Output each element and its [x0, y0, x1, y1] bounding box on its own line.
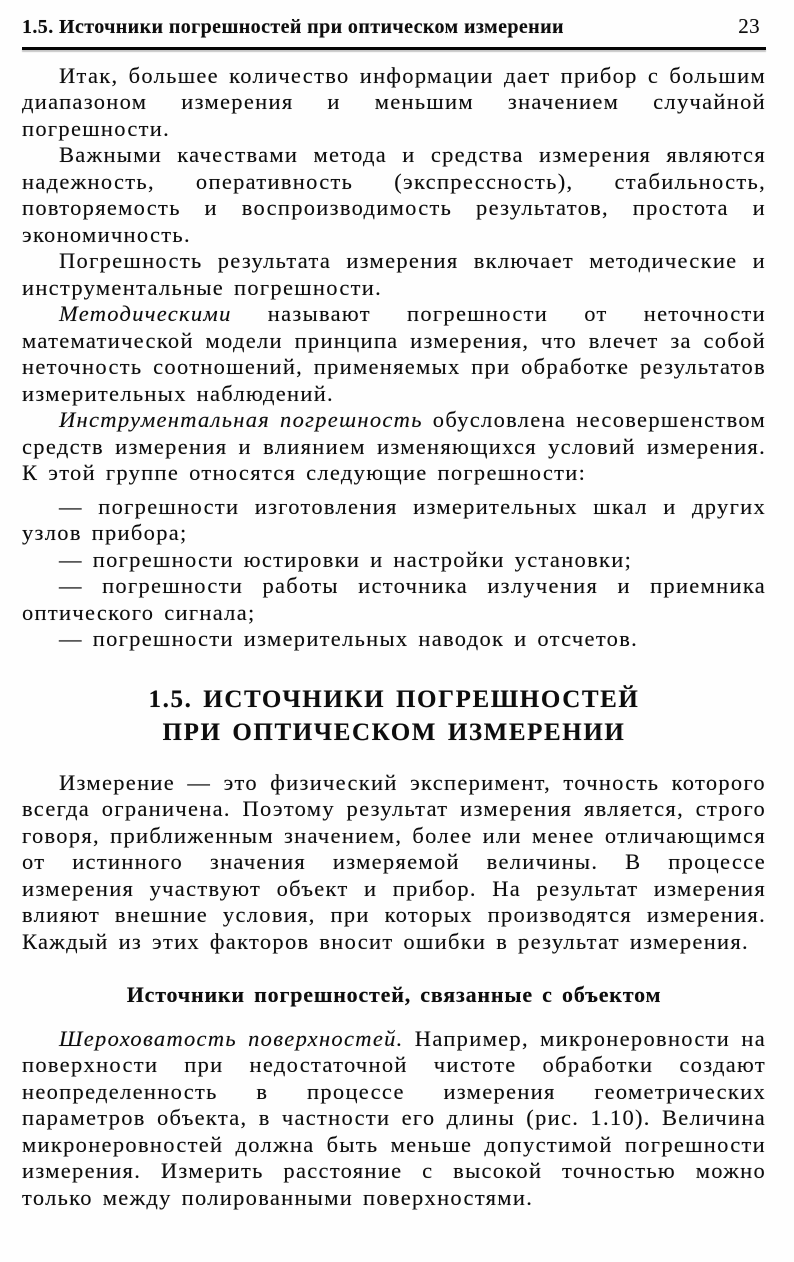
section-heading-line-1: 1.5. ИСТОЧНИКИ ПОГРЕШНОСТЕЙ — [148, 685, 640, 713]
page-body — [22, 63, 766, 1212]
running-header — [22, 14, 766, 39]
paragraph-roughness — [22, 1026, 766, 1212]
paragraph-intro — [22, 63, 766, 143]
paragraph-methodical-text: называют погрешности от неточности математической модели принципа измерения, что влечет за собой неточность соотношений, применяемых при обработке результатов измерительных наблюдений. — [22, 301, 766, 406]
term-methodical-errors: Методическими — [59, 301, 232, 327]
paragraph-instrumental-text: обусловлена несовершенством средств измерения и влиянием изменяющихся условий измерения. К этой группе относятся следующие погрешности: — [22, 407, 766, 486]
paragraph-instrumental — [22, 407, 766, 487]
section-heading-line-2: ПРИ ОПТИЧЕСКОМ ИЗМЕРЕНИИ — [162, 718, 626, 746]
paragraph-measurement-text: Измерение — это физический эксперимент, точность которого всегда ограничена. Поэтому результат измерения является, строго говоря, приближенным значением, более или менее отличающимся от истинного значения измеряемой величины. В процессе измерения участвуют объект и прибор. На результат измерения влияют внешние условия, при которых производятся измерения. Каждый из этих факторов вносит ошибки в результат измерения. — [22, 769, 766, 954]
header-rule — [22, 47, 766, 50]
paragraph-measurement — [22, 770, 766, 956]
paragraph-qualities-text: Важными качествами метода и средства измерения являются надежность, оперативность (экспрессность), стабильность, повторяемость и воспроизводимость результатов, простота и экономичность. — [22, 142, 766, 247]
subheading-object-error-sources: Источники погрешностей, связанные с объектом — [126, 982, 662, 1008]
term-surface-roughness: Шероховатость поверхностей. — [59, 1025, 404, 1051]
list-item: — погрешности работы источника излучения и приемника оптического сигнала; — [22, 573, 766, 625]
paragraph-roughness-text: Например, микронеровности на поверхности при недостаточной чистоте обработки создают неопределенность в процессе измерения геометрических параметров объекта, в частности его длины (рис. 1.10). Величина микронеровностей должна быть меньше допустимой погрешности измерения. Измерить расстояние с высокой точностью можно только между полированными поверхностями. — [22, 1025, 766, 1210]
paragraph-error-types — [22, 248, 766, 301]
page-number: 23 — [738, 14, 760, 38]
section-heading — [22, 683, 766, 749]
paragraph-error-types-text: Погрешность результата измерения включает методические и инструментальные погрешности. — [22, 248, 766, 300]
error-sources-list — [22, 494, 766, 653]
running-header-title: 1.5. Источники погрешностей при оптическом измерении — [22, 16, 564, 38]
term-instrumental-error: Инструментальная погрешность — [59, 407, 423, 433]
paragraph-intro-text: Итак, большее количество информации дает прибор с большим диапазоном измерения и меньшим значением случайной погрешности. — [22, 62, 766, 141]
list-item: — погрешности измерительных наводок и отсчетов. — [59, 626, 639, 652]
paragraph-methodical — [22, 301, 766, 407]
list-item: — погрешности изготовления измерительных шкал и других узлов прибора; — [22, 493, 766, 546]
paragraph-qualities — [22, 142, 766, 248]
list-item: — погрешности юстировки и настройки установки; — [59, 546, 633, 572]
